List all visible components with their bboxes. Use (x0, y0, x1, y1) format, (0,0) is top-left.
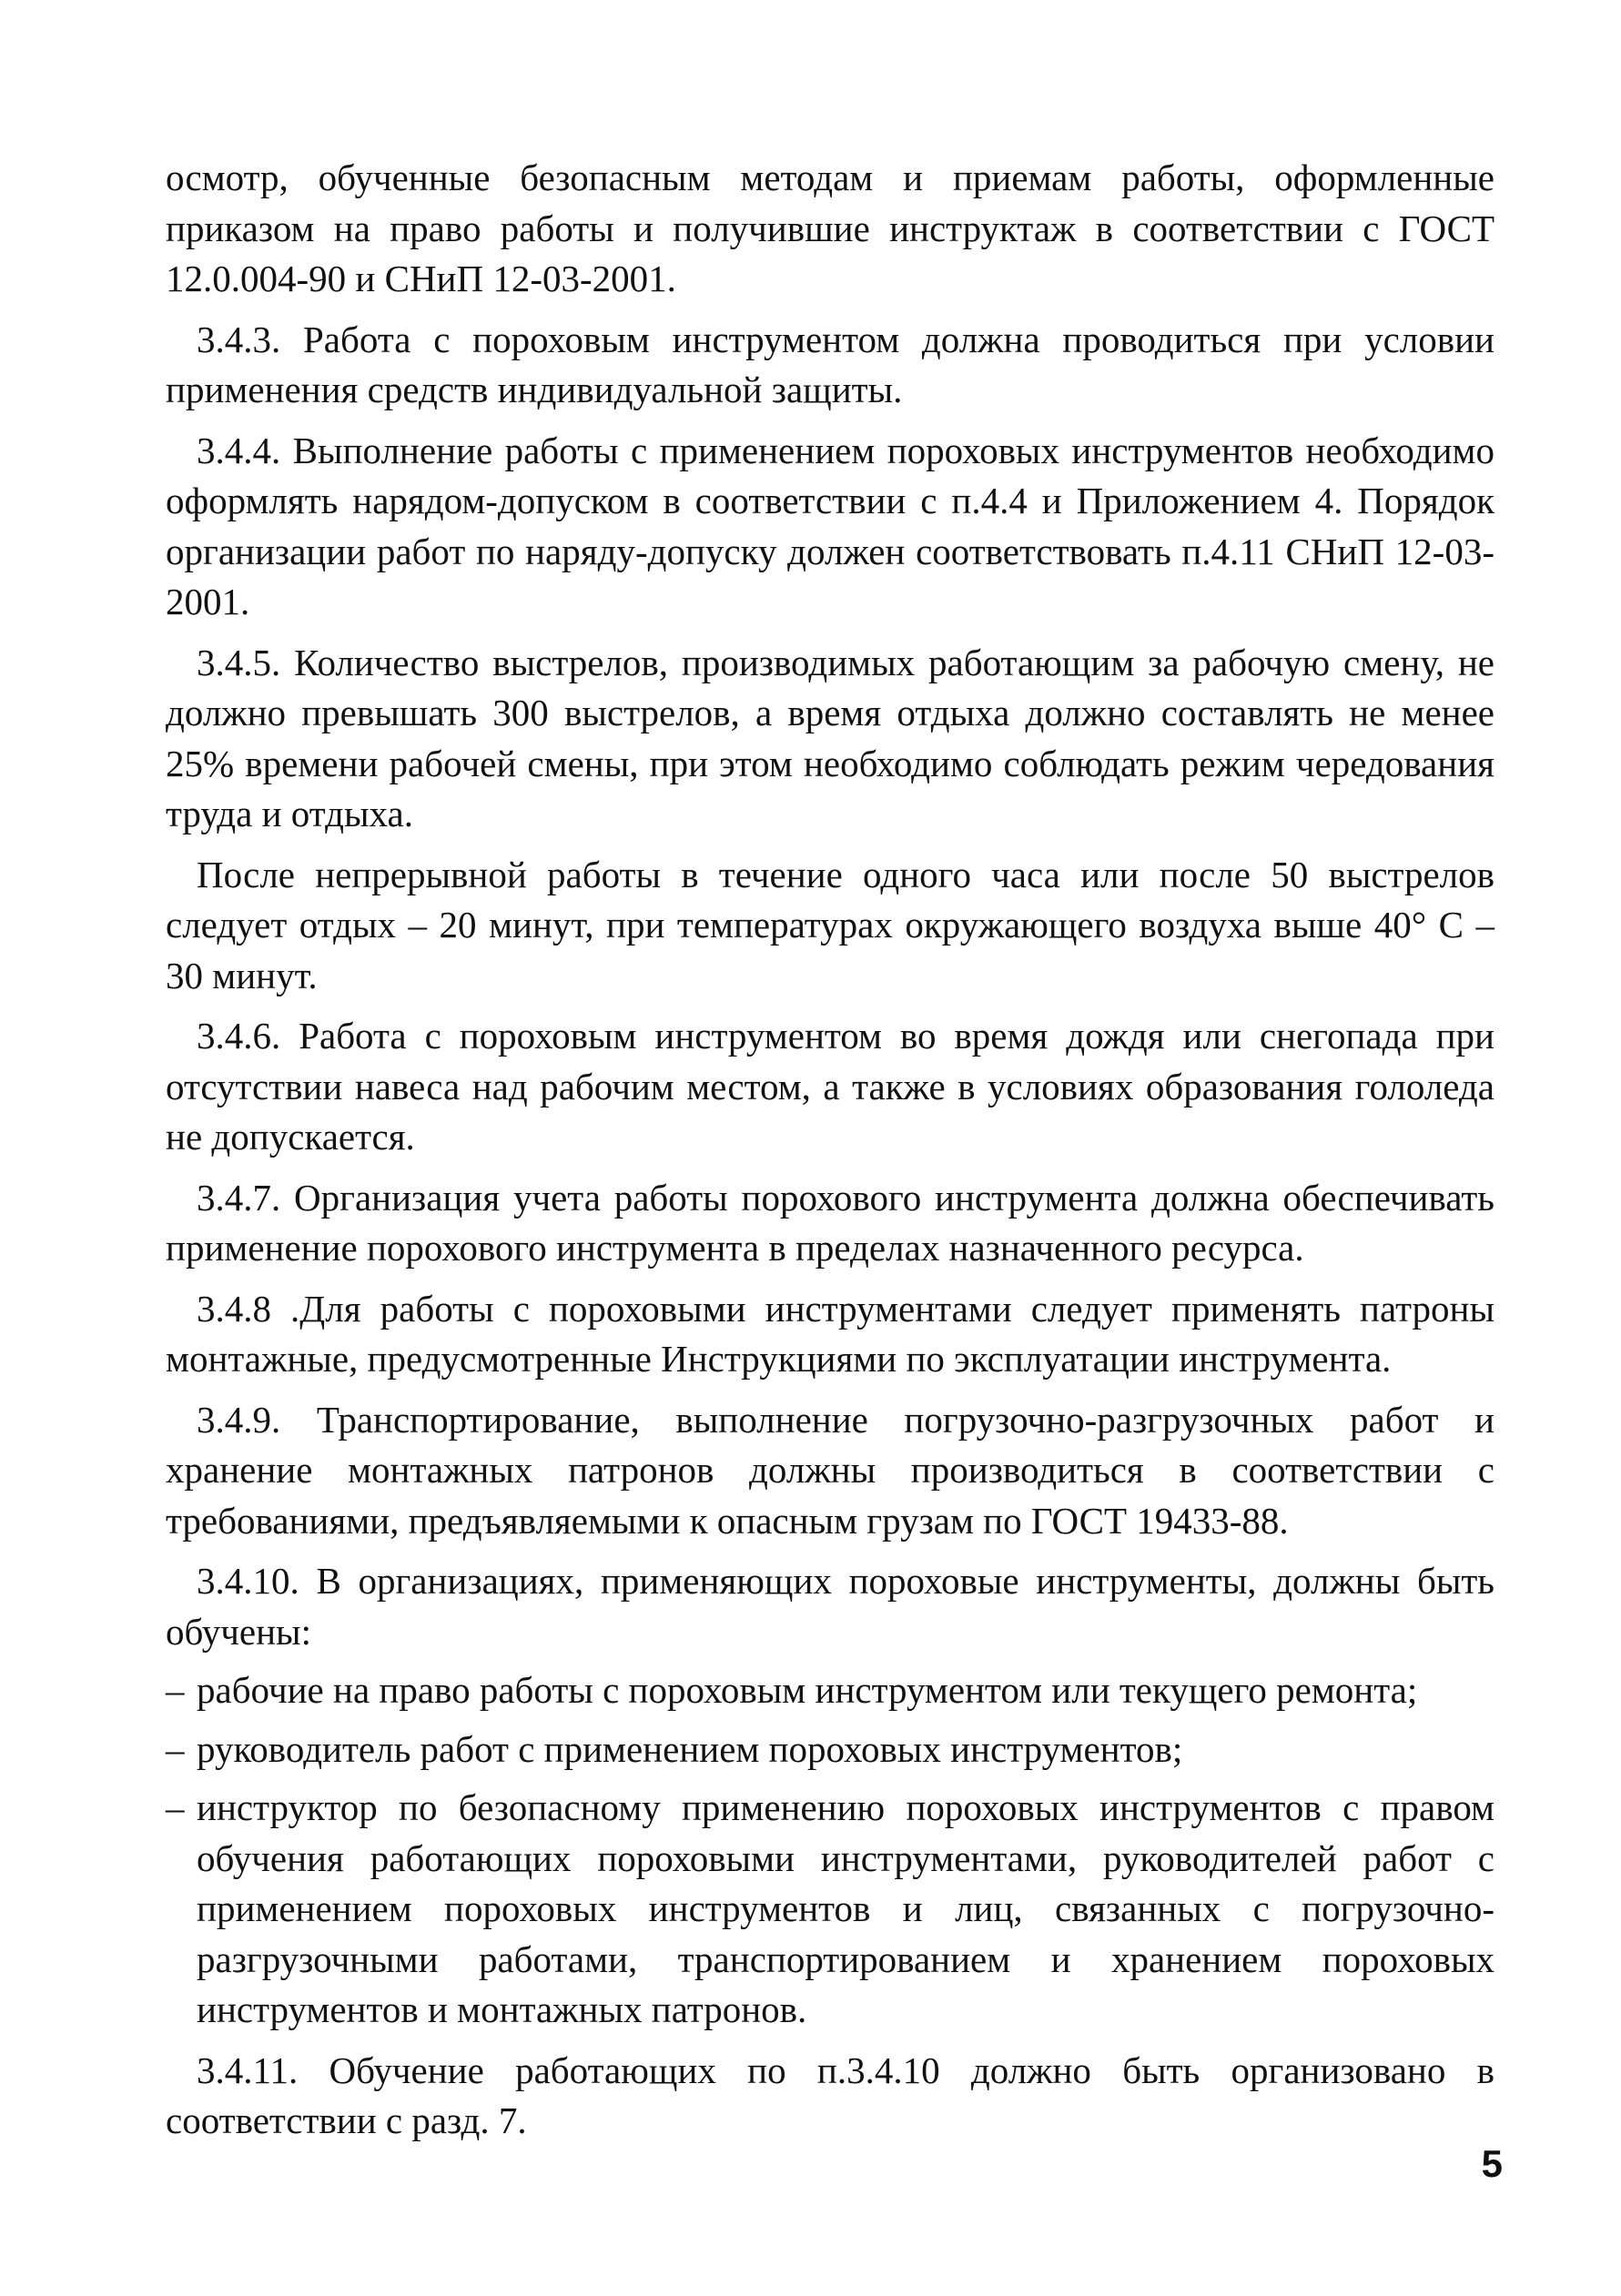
training-list (166, 1665, 1494, 2036)
paragraph-3-4-10: 3.4.10. В организациях, применяющих пороховые инструменты, должны быть обучены: (166, 1560, 1494, 1653)
body-text (166, 153, 1494, 2147)
list-item (166, 1725, 1494, 1775)
paragraph-3-4-4: 3.4.4. Выполнение работы с применением пороховых инструментов необходимо оформлять нарядом-допуском в соответствии с п.4.4 и Приложением 4. Порядок организации работ по наряду-допуску должен соответствовать п.4.11 СНиП 12-03-2001. (166, 429, 1494, 622)
list-item-text: инструктор по безопасному применению пороховых инструментов с правом обучения работающих пороховыми инструментами, руководителей работ с применением пороховых инструментов и лиц, связанных с погрузочно-разгрузочными работами, транспортированием и хранением пороховых инструментов и монтажных патронов. (197, 1786, 1494, 2030)
paragraph-3-4-7: 3.4.7. Организация учета работы порохового инструмента должна обеспечивать применение порохового инструмента в пределах назначенного ресурса. (166, 1176, 1494, 1269)
list-dash: – (166, 1786, 185, 1828)
list-dash: – (166, 1727, 185, 1770)
list-item-text: руководитель работ с применением пороховых инструментов; (197, 1727, 1183, 1770)
list-item-text: рабочие на право работы с пороховым инструментом или текущего ремонта; (197, 1669, 1418, 1711)
list-item (166, 1665, 1494, 1716)
paragraph-3-4-8: 3.4.8 .Для работы с пороховыми инструментами следует применять патроны монтажные, предусмотренные Инструкциями по эксплуатации инструмента. (166, 1287, 1494, 1380)
paragraph-3-4-5: 3.4.5. Количество выстрелов, производимых работающим за рабочую смену, не должно превышать 300 выстрелов, а время отдыха должно составлять не менее 25% времени рабочей смены, при этом необходимо соблюдать режим чередования труда и отдыха. (166, 641, 1494, 834)
paragraph-3-4-3: 3.4.3. Работа с пороховым инструментом должна проводиться при условии применения средств индивидуальной защиты. (166, 318, 1494, 410)
page-number: 5 (1481, 2142, 1503, 2185)
list-item (166, 1783, 1494, 2036)
paragraph-rest-rule: После непрерывной работы в течение одного часа или после 50 выстрелов следует отдых – 20 минут, при температурах окружающего воздуха выше 40° С – 30 минут. (166, 853, 1494, 996)
paragraph-3-4-9: 3.4.9. Транспортирование, выполнение погрузочно-разгрузочных работ и хранение монтажных патронов должны производиться в соответствии с требованиями, предъявляемыми к опасным грузам по ГОСТ 19433-88. (166, 1398, 1494, 1542)
paragraph-3-4-11: 3.4.11. Обучение работающих по п.3.4.10 должно быть организовано в соответствии с разд. 7. (166, 2048, 1494, 2141)
paragraph-3-4-6: 3.4.6. Работа с пороховым инструментом во время дождя или снегопада при отсутствии навеса над рабочим местом, а также в условиях образования гололеда не допускается. (166, 1015, 1494, 1158)
list-dash: – (166, 1669, 185, 1711)
paragraph-continuation: осмотр, обученные безопасным методам и приемам работы, оформленные приказом на право работы и получившие инструктаж в соответствии с ГОСТ 12.0.004-90 и СНиП 12-03-2001. (166, 157, 1494, 299)
